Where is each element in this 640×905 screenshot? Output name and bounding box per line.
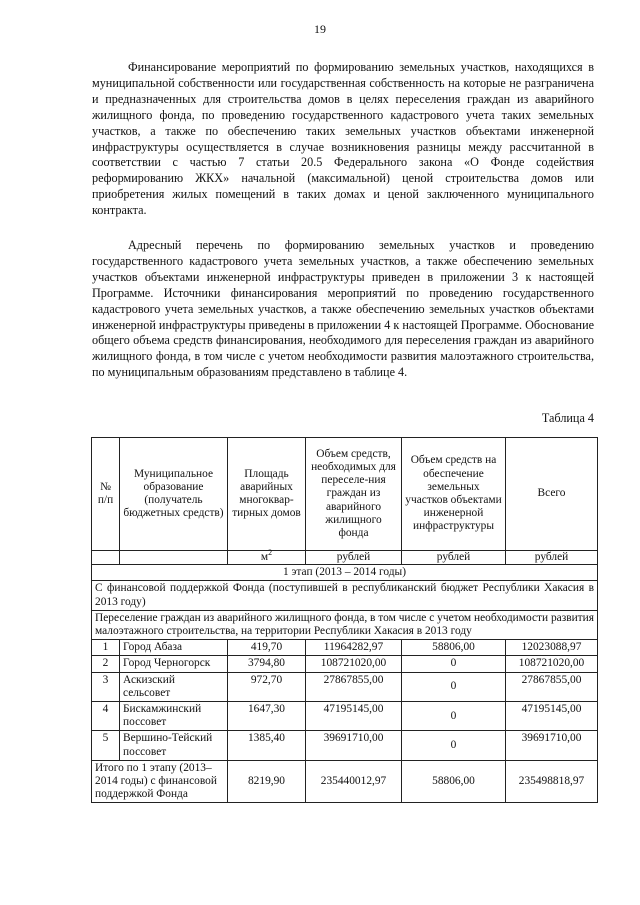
paragraph-financing: Финансирование мероприятий по формированию земельных участков, находящихся в муниципальной собственности или государственная собственность на которые не разграничена и предназначенных для строительства домов в целях переселения граждан из аварийного жилищного фонда, по проведению государственного кадастрового учета таких земельных участков, а также по обеспечению таких земельных участков объектами инженерной инфраструктуры осуществляется в случае возникновения разницы между рассчитанной в соответствии с частью 7 статьи 20.5 Федерального закона «О Фонде содействия реформированию ЖКХ» начальной (максимальной) ценой строительства домов или приобретения жилых помещений в таких домах и ценой заключенного муниципального контракта. (92, 60, 594, 218)
row-total: 39691710,00 (506, 731, 598, 760)
units-row (92, 551, 598, 565)
stage-label: 1 этап (2013 – 2014 годы) (92, 565, 598, 581)
row-municipality: Город Абаза (120, 640, 228, 656)
unit-area (228, 548, 306, 565)
header-area: Площадь аварийных многоквар-тирных домов (228, 438, 306, 551)
row-total: 47195145,00 (506, 702, 598, 731)
row-num: 1 (92, 640, 120, 656)
row-infrastructure: 0 (402, 672, 506, 701)
row-num: 3 (92, 672, 120, 701)
header-num: № п/п (92, 438, 120, 551)
table-row (92, 672, 598, 701)
header-infrastructure: Объем средств на обеспечение земельных участков объектами инженерной инфраструктуры (402, 438, 506, 551)
row-infrastructure: 0 (402, 702, 506, 731)
row-area: 972,70 (228, 672, 306, 701)
table-row (92, 640, 598, 656)
row-area: 419,70 (228, 640, 306, 656)
header-total: Всего (506, 438, 598, 551)
table-header-row (92, 438, 598, 551)
row-resettlement: 47195145,00 (306, 702, 402, 731)
fund-support-label: С финансовой поддержкой Фонда (поступившей в республиканский бюджет Республики Хакасия в 2013 году) (92, 581, 598, 610)
page-number: 19 (314, 22, 326, 36)
row-resettlement: 27867855,00 (306, 672, 402, 701)
unit-area-sup: 2 (268, 548, 273, 558)
table-row (92, 731, 598, 760)
table-row (92, 702, 598, 731)
row-municipality: Город Черногорск (120, 656, 228, 672)
unit-total: рублей (506, 551, 598, 565)
total-row (92, 760, 598, 803)
row-resettlement: 39691710,00 (306, 731, 402, 760)
unit-area-text: м (260, 551, 269, 563)
row-area: 1647,30 (228, 702, 306, 731)
unit-empty (120, 551, 228, 565)
financing-table (91, 437, 598, 803)
row-municipality: Бискамжинский поссовет (120, 702, 228, 731)
row-num: 5 (92, 731, 120, 760)
row-infrastructure: 58806,00 (402, 640, 506, 656)
table-row (92, 656, 598, 672)
resettlement-note-row (92, 610, 598, 639)
row-area: 1385,40 (228, 731, 306, 760)
row-resettlement: 11964282,97 (306, 640, 402, 656)
stage-row (92, 565, 598, 581)
total-sum: 235498818,97 (506, 760, 598, 803)
fund-support-row (92, 581, 598, 610)
total-infrastructure: 58806,00 (402, 760, 506, 803)
row-municipality: Аскизский сельсовет (120, 672, 228, 701)
row-total: 27867855,00 (506, 672, 598, 701)
paragraph-address-list: Адресный перечень по формированию земельных участков и проведению государственного кадастрового учета земельных участков, а также обеспечению земельных участков объектами инженерной инфраструктуры приведен в приложении 3 к настоящей Программе. Источники финансирования мероприятий по проведению государственного кадастрового учета земельных участков, а также обеспечению земельных участков объектами инженерной инфраструктуры приведены в приложении 4 к настоящей Программе. Обоснование общего объема средств финансирования, необходимого для переселения граждан из аварийного жилищного фонда, в том числе с учетом необходимости развития малоэтажного строительства, по муниципальным образованиям представлено в таблице 4. (92, 238, 594, 380)
row-resettlement: 108721020,00 (306, 656, 402, 672)
table-caption: Таблица 4 (541, 411, 594, 425)
row-infrastructure: 0 (402, 656, 506, 672)
total-area: 8219,90 (228, 760, 306, 803)
header-resettlement: Объем средств, необходимых для переселе-ния граждан из аварийного жилищного фонда (306, 438, 402, 551)
row-num: 4 (92, 702, 120, 731)
row-infrastructure: 0 (402, 731, 506, 760)
unit-empty (92, 551, 120, 565)
header-municipality: Муниципальное образование (получатель бюджетных средств) (120, 438, 228, 551)
total-resettlement: 235440012,97 (306, 760, 402, 803)
row-area: 3794,80 (228, 656, 306, 672)
unit-resettlement: рублей (306, 551, 402, 565)
row-municipality: Вершино-Тейский поссовет (120, 731, 228, 760)
total-label: Итого по 1 этапу (2013–2014 годы) с финансовой поддержкой Фонда (92, 760, 228, 803)
resettlement-note: Переселение граждан из аварийного жилищного фонда, в том числе с учетом необходимости развития малоэтажного строительства, на территории Республики Хакасия в 2013 году (92, 610, 598, 639)
row-total: 12023088,97 (506, 640, 598, 656)
unit-infrastructure: рублей (402, 551, 506, 565)
row-total: 108721020,00 (506, 656, 598, 672)
row-num: 2 (92, 656, 120, 672)
